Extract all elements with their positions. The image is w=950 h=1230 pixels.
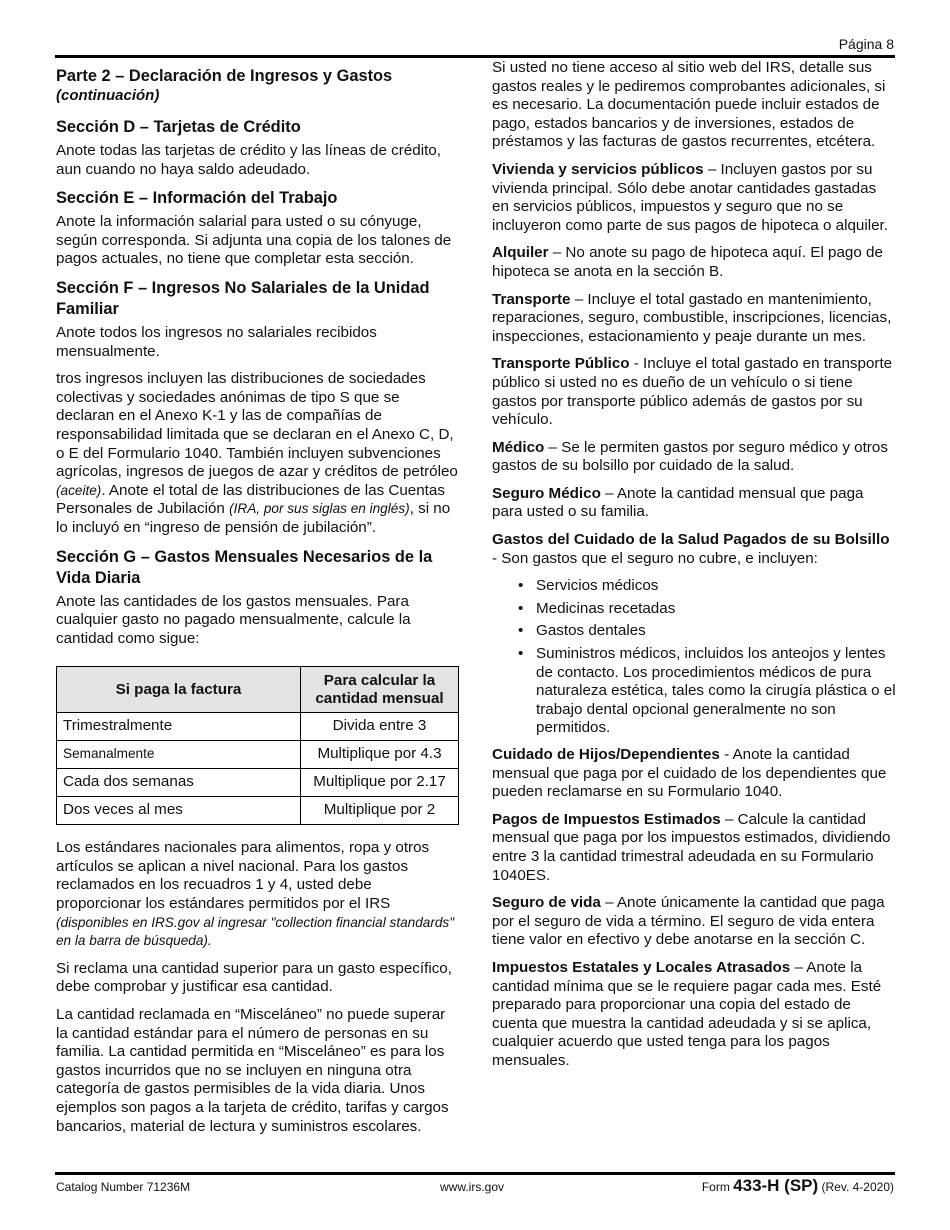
table-cell: Multiplique por 2 [301, 797, 459, 825]
table-row [57, 713, 459, 741]
item-text: – Anote únicamente la cantidad que paga por el seguro de vida a término. El seguro de vida entera tiene valor en efectivo y debe anotarse en la sección C. [492, 894, 885, 949]
item-text: – No anote su pago de hipoteca aquí. El pago de hipoteca se anota en la sección B. [492, 244, 883, 280]
section-f-ira: (IRA, por sus siglas en inglés) [229, 501, 410, 517]
section-g-title: Sección G – Gastos Mensuales Necesarios de la Vida Diaria [56, 547, 433, 587]
list-item [518, 600, 896, 619]
left-column [56, 66, 460, 1145]
bottom-rule [55, 1172, 895, 1175]
item-text: - Incluye el total gastado en transporte público si usted no es dueño de un vehículo o si tiene gastos por transporte público además de gastos por su vehículo. [492, 355, 893, 429]
section-f-text2-a: tros ingresos incluyen las distribuciones de sociedades colectivas y sociedades anónimas de tipo S que se declaran en el Anexo K-1 y las de compañías de responsabilidad limitada que se declaran en el Anexo C, D, o E del Formulario 1040. También incluyen subvenciones agrícolas, ingresos de juegos de azar y créditos de petróleo [56, 370, 458, 481]
list-item-text: Servicios médicos [536, 577, 659, 595]
table-header-cell: Si paga la factura [57, 667, 301, 713]
section-f-aceite: (aceite) [56, 482, 102, 498]
item-text: - Anote la cantidad mensual que paga por el cuidado de los dependientes que pueden reclamarse en su Formulario 1040. [492, 746, 887, 801]
table-row [57, 741, 459, 769]
item-lead: Pagos de Impuestos Estimados [492, 810, 721, 828]
section-f-text2 [56, 370, 460, 537]
claim-more-paragraph: Si reclama una cantidad superior para un gasto específico, debe comprobar y justificar esa cantidad. [56, 959, 452, 996]
table-cell: Cada dos semanas [57, 769, 301, 797]
item-lead: Transporte [492, 290, 571, 308]
list-item-text: Medicinas recetadas [536, 599, 676, 617]
section-f-text2-b: . Anote el total de las distribuciones de las Cuentas Personales de Jubilación [56, 481, 445, 518]
item-text: – Incluye el total gastado en mantenimiento, reparaciones, seguro, combustible, inscripciones, licencias, inspecciones, estacionamiento y peaje durante un mes. [492, 290, 892, 345]
item-vivienda [492, 161, 896, 235]
item-medico [492, 439, 896, 476]
item-transporte [492, 291, 896, 347]
bullet-icon: • [518, 577, 524, 595]
item-seguro-vida [492, 894, 896, 950]
bullet-icon: • [518, 599, 524, 617]
form-identifier [702, 1176, 894, 1196]
item-text: – Calcule la cantidad mensual que paga por los impuestos estimados, dividiendo entre 3 la cantidad trimestral adeudada en su Formulario 1040ES. [492, 810, 891, 884]
item-impuestos-atrasados [492, 959, 896, 1071]
item-lead: Seguro de vida [492, 894, 601, 912]
part-title: Parte 2 – Declaración de Ingresos y Gastos [56, 67, 393, 85]
out-of-pocket-list [518, 577, 896, 738]
form-revision: (Rev. 4-2020) [818, 1180, 894, 1194]
item-text: – Se le permiten gastos por seguro médico y otros gastos de su bolsillo por cuidado de la salud. [492, 438, 888, 475]
standards-note: (disponibles en IRS.gov al ingresar "collection financial standards" en la barra de búsqueda). [56, 914, 455, 949]
table-row [57, 797, 459, 825]
section-f-text2-c: , si no lo incluyó en “ingreso de pensión de jubilación”. [56, 500, 451, 536]
list-item [518, 622, 896, 641]
item-cuidado-hijos [492, 746, 896, 802]
section-d-title: Sección D – Tarjetas de Crédito [56, 118, 301, 136]
misc-paragraph: La cantidad reclamada en “Misceláneo” no puede superar la cantidad estándar para el número de personas en su familia. La cantidad permitida en “Misceláneo” es para los gastos incurridos que no se incluyen en ninguna otra categoría de gastos permisibles de la vida diaria. Unos ejemplos son pagos a la tarjeta de crédito, tarifas y cargos bancarios, material de lectura y suministros escolares. [56, 1006, 449, 1135]
top-rule [55, 55, 895, 58]
intro-paragraph: Si usted no tiene acceso al sitio web del IRS, detalle sus gastos reales y le pediremos comprobantes adicionales, si es necesario. La documentación puede incluir estados de pago, estados bancarios y de inversiones, estados de préstamos y las facturas de gastos recurrentes, etcétera. [492, 59, 886, 151]
website-link[interactable]: www.irs.gov [440, 1180, 505, 1194]
item-lead: Vivienda y servicios públicos [492, 160, 704, 178]
item-alquiler [492, 244, 896, 281]
item-lead: Alquiler [492, 244, 549, 262]
section-f-text1: Anote todos los ingresos no salariales recibidos mensualmente. [56, 323, 377, 360]
item-out-of-pocket [492, 531, 896, 568]
item-text: – Anote la cantidad mínima que se le requiere pagar cada mes. Esté preparado para proporcionar una copia del estado de cuenta que muestra la cantidad adeudada y si se aplica, cualquier acuerdo que usted tenga para los pagos mensuales. [492, 958, 882, 1069]
table-cell: Semanalmente [57, 741, 301, 769]
item-lead: Seguro Médico [492, 484, 601, 502]
form-prefix: Form [701, 1180, 734, 1194]
section-d-text: Anote todas las tarjetas de crédito y las líneas de crédito, aun cuando no haya saldo adeudado. [56, 142, 441, 178]
list-item [518, 577, 896, 596]
item-text: – Incluyen gastos por su vivienda principal. Sólo debe anotar cantidades gastadas en servicios públicos, impuestos y seguro que no se incluyeron como parte de sus pagos de hipoteca o alquiler. [492, 160, 888, 234]
section-e-text: Anote la información salarial para usted o su cónyuge, según corresponda. Si adjunta una copia de los talones de pagos actuales, no tiene que completar esta sección. [56, 213, 452, 268]
item-seguro-medico [492, 485, 896, 522]
item-lead: Cuidado de Hijos/Dependientes [492, 746, 720, 763]
list-item [518, 645, 896, 738]
table-cell: Dos veces al mes [57, 797, 301, 825]
item-text: – Anote la cantidad mensual que paga para usted o su familia. [492, 484, 864, 521]
table-cell: Divida entre 3 [301, 713, 459, 741]
frequency-table [56, 666, 459, 825]
item-text: - Son gastos que el seguro no cubre, e incluyen: [492, 549, 818, 567]
part-subtitle: (continuación) [56, 87, 160, 104]
section-g-text: Anote las cantidades de los gastos mensuales. Para cualquier gasto no pagado mensualmente, calcule la cantidad como sigue: [56, 592, 411, 647]
item-lead: Médico [492, 438, 545, 456]
list-item-text: Gastos dentales [536, 622, 646, 640]
section-e-title: Sección E – Información del Trabajo [56, 189, 338, 208]
page-number: Página 8 [838, 36, 894, 52]
item-lead: Impuestos Estatales y Locales Atrasados [492, 958, 791, 976]
catalog-number: Catalog Number 71236M [56, 1180, 191, 1194]
table-cell: Multiplique por 2.17 [301, 769, 459, 797]
section-f-title: Sección F – Ingresos No Salariales de la Unidad Familiar [56, 278, 430, 318]
standards-paragraph [56, 839, 460, 951]
list-item-text: Suministros médicos, incluidos los anteojos y lentes de contacto. Los procedimientos médicos de pura naturaleza estética, tales como la cirugía plástica o el trabajo dental opcional generalmente no son permitidos. [536, 645, 896, 737]
item-lead: Gastos del Cuidado de la Salud Pagados de su Bolsillo [492, 531, 890, 549]
table-header-row [57, 667, 459, 713]
item-lead: Transporte Público [492, 355, 630, 373]
form-number: 433-H (SP) [733, 1176, 819, 1195]
table-row [57, 769, 459, 797]
bullet-icon: • [518, 645, 524, 663]
item-impuestos-estimados [492, 811, 896, 885]
table-cell: Multiplique por 4.3 [301, 741, 459, 769]
item-transporte-publico [492, 355, 896, 429]
right-column [492, 59, 896, 1080]
table-cell: Trimestralmente [57, 713, 301, 741]
table-header-cell: Para calcular la cantidad mensual [301, 667, 459, 713]
bullet-icon: • [518, 622, 524, 640]
standards-text: Los estándares nacionales para alimentos, ropa y otros artículos se aplican a nivel nacional. Para los gastos reclamados en los recuadros 1 y 4, usted debe proporcionar los estándares permitidos por el IRS [56, 839, 430, 913]
